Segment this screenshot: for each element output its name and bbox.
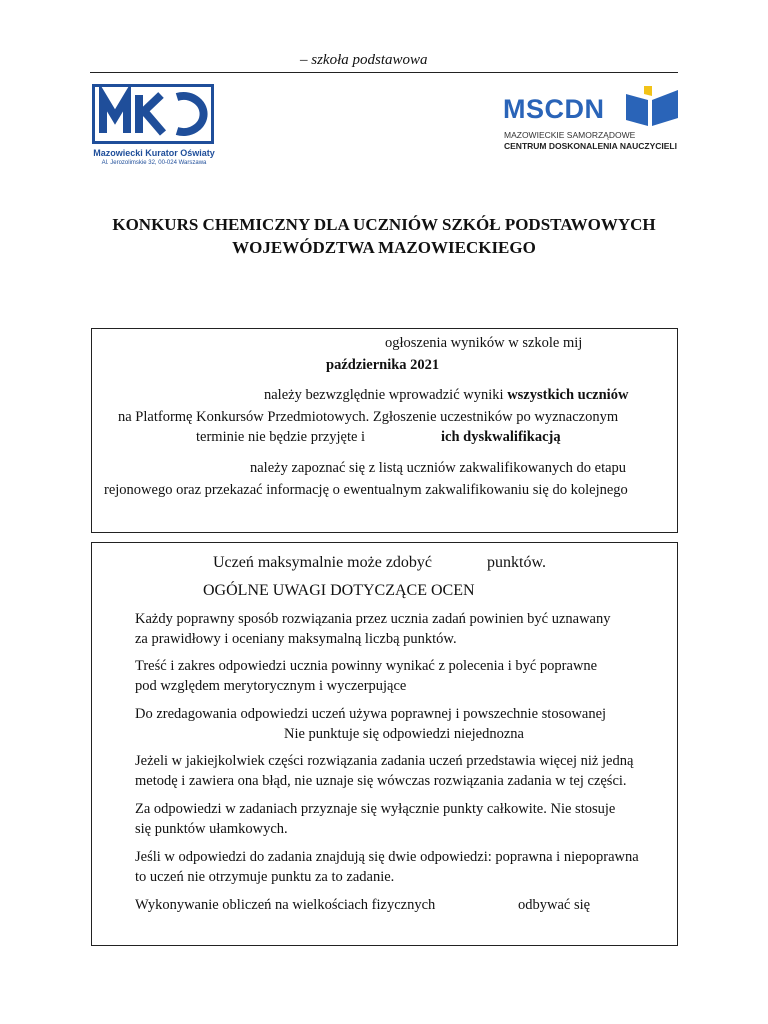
header-divider (90, 72, 678, 73)
rule-7-text-end: odbywać się (518, 897, 591, 913)
rule-2-line-2: pod względem merytorycznym i wyczerpujące (135, 678, 407, 694)
info-line-4: na Platformę Konkursów Przedmiotowych. Zgłoszenie uczestników po wyznaczonym (118, 409, 619, 425)
rule-2-line-1: Treść i zakres odpowiedzi ucznia powinny wynikać z polecenia i być poprawne (135, 658, 598, 674)
info-line-7: rejonowego oraz przekazać informację o ewentualnym zakwalifikowaniu się do kolejnego (104, 482, 628, 498)
rule-3-line-1: Do zredagowania odpowiedzi uczeń używa poprawnej i powszechnie stosowanej (135, 706, 607, 722)
header-text: – szkoła podstawowa (300, 52, 428, 68)
document-title-line2: WOJEWÓDZTWA MAZOWIECKIEGO (232, 238, 536, 257)
rule-3-line-2: Nie punktuje się odpowiedzi niejednozna (284, 726, 524, 742)
max-points-text: Uczeń maksymalnie może zdobyć (213, 554, 433, 571)
max-points-unit: punktów. (487, 554, 546, 571)
info-line-3 (264, 387, 628, 404)
document-title-line1: KONKURS CHEMICZNY DLA UCZNIÓW SZKÓŁ PODSTAWOWYCH (112, 215, 656, 234)
rule-6-line-1: Jeśli w odpowiedzi do zadania znajdują się dwie odpowiedzi: poprawna i niepoprawna (135, 849, 639, 865)
mscdn-logo-line2: CENTRUM DOSKONALENIA NAUCZYCIELI (504, 141, 677, 151)
info-line-6: należy zapoznać się z listą uczniów zakwalifikowanych do etapu (250, 460, 627, 476)
rule-4-line-1: Jeżeli w jakiejkolwiek części rozwiązania zadania uczeń przedstawia więcej niż jedną (135, 753, 634, 769)
rule-5-line-1: Za odpowiedzi w zadaniach przyznaje się wyłącznie punkty całkowite. Nie stosuje (135, 801, 616, 817)
rule-1-line-1: Każdy poprawny sposób rozwiązania przez ucznia zadań powinien być uznawany (135, 611, 611, 627)
rule-1-line-2: za prawidłowy i oceniany maksymalną liczbą punktów. (135, 631, 457, 647)
info-line-5-text: terminie nie będzie przyjęte i (196, 429, 366, 445)
mscdn-book-icon (624, 84, 680, 128)
info-line-1: ogłoszenia wyników w szkole mij (385, 335, 583, 351)
rule-4-line-2: metodę i zawiera ona błąd, nie uznaje się wówczas rozwiązania zadania w tej części. (135, 773, 627, 789)
mscdn-logo-word: MSCDN (503, 94, 605, 124)
mko-logo-address: Al. Jerozolimskie 32, 00-024 Warszawa (101, 160, 207, 166)
mko-logo-mark (95, 87, 211, 141)
info-line-3-text: należy bezwzględnie wprowadzić wyniki (264, 387, 508, 403)
rule-7-text: Wykonywanie obliczeń na wielkościach fizycznych (135, 897, 436, 913)
mscdn-logo-line1: MAZOWIECKIE SAMORZĄDOWE (504, 130, 636, 140)
info-line-3-bold: wszystkich uczniów (507, 387, 629, 403)
mko-logo-name: Mazowiecki Kurator Oświaty (93, 148, 215, 158)
info-line-5-bold: ich dyskwalifikacją (441, 429, 561, 445)
mko-logo (92, 84, 214, 144)
rules-heading: OGÓLNE UWAGI DOTYCZĄCE OCEN (203, 582, 475, 599)
rule-5-line-2: się punktów ułamkowych. (135, 821, 288, 837)
info-line-2: października 2021 (326, 357, 440, 373)
rule-6-line-2: to uczeń nie otrzymuje punktu za to zadanie. (135, 869, 395, 885)
